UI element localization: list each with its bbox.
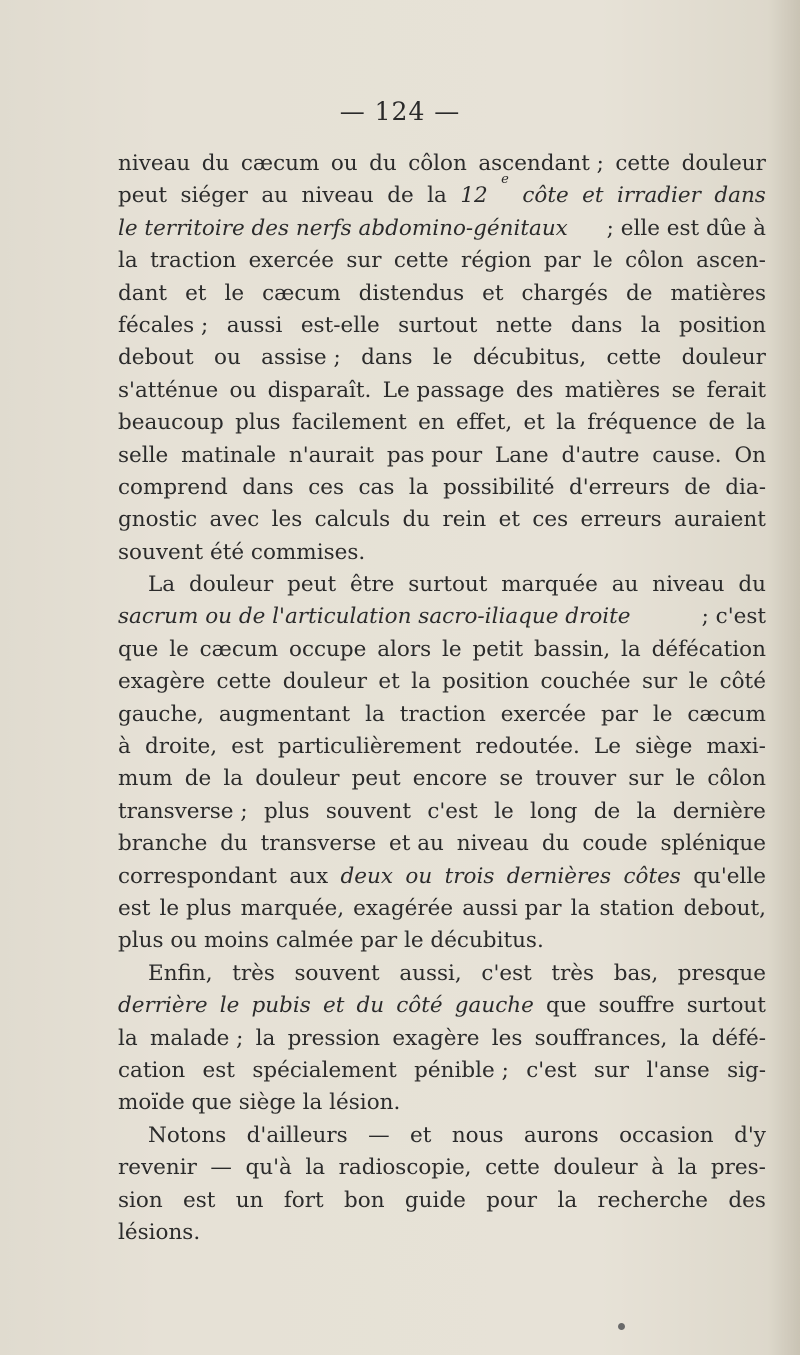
text-segment: le [688,669,709,695]
text-segment: douleur [255,766,340,792]
text-segment: douleur [282,669,367,695]
text-segment: bon [344,1187,385,1213]
italic-text: pubis [251,993,311,1019]
text-line [118,990,766,1022]
text-segment: surtout [686,993,766,1019]
text-segment: debout [118,345,194,371]
text-segment: le [442,636,462,662]
text-segment: d'erreurs [568,474,670,500]
text-line [118,213,766,245]
text-line [118,828,766,860]
text-line [118,245,766,277]
text-line [118,1217,766,1249]
text-segment: aussi par [462,895,562,921]
text-segment: l'anse [646,1057,710,1083]
text-segment: traction [399,701,486,727]
text-segment: par [601,701,638,727]
text-line [118,893,766,925]
text-segment: de [184,766,212,792]
text-segment: calculs [314,507,391,533]
text-segment: se [671,377,696,403]
text-line [118,958,766,990]
text-segment: et [378,669,400,695]
text-segment: s'atténue [118,377,219,403]
text-segment: du [738,572,766,598]
text-segment: la [118,1025,138,1051]
text-segment: siège [635,734,693,760]
text-segment: bassin, [533,636,611,662]
text-segment: la [255,1025,276,1051]
text-segment: la [118,248,138,274]
text-line [118,537,766,569]
text-segment: mum [118,766,173,792]
italic-text: ou [405,863,433,889]
text-segment: souvent [325,798,412,824]
text-segment: disparaît. [267,377,372,403]
italic-text: gauche [454,993,534,1019]
italic-text: côtes [623,863,681,889]
text-segment: région [461,248,532,274]
text-segment: se [499,766,524,792]
text-segment: plus [235,410,281,436]
text-segment: trouver [535,766,617,792]
text-segment: transverse ; [118,798,248,824]
text-segment: au [261,183,288,209]
text-segment: les [491,1025,523,1051]
text-segment: dant [118,280,168,306]
text-segment: la [621,636,641,662]
text-segment: ascen- [696,248,766,274]
text-segment: est [202,1057,235,1083]
text-segment: ; elle est dûe à [599,215,766,241]
text-segment: niveau [301,183,374,209]
text-segment: du [541,831,570,857]
text-line [118,342,766,374]
text-segment: La [148,572,176,598]
text-segment: avec [209,507,260,533]
text-segment: cæcum [687,701,766,727]
text-segment: niveau [118,151,191,176]
text-line [118,1185,766,1217]
text-line [118,1055,766,1087]
text-segment: Notons [148,1122,227,1148]
text-segment: la [411,669,431,695]
text-segment: ascendant ; [478,151,604,176]
text-segment: auraient [674,507,766,533]
text-segment: aussi, [399,960,462,986]
text-segment: assise ; [261,345,341,371]
text-segment: douleur [553,1155,638,1181]
text-segment: la [636,798,657,824]
italic-text: le [219,993,240,1019]
text-segment: n'aurait [288,442,374,468]
text-segment: des [728,1187,766,1213]
text-segment: chargés [521,280,609,306]
text-segment: à [651,1155,665,1181]
text-segment: sur [593,1057,630,1083]
text-segment: bas, [613,960,659,986]
text-segment: dans [361,345,413,371]
text-segment: comprend [118,474,228,500]
text-segment: nous [451,1122,504,1148]
text-segment: côlon [707,766,766,792]
text-segment: distendus [358,280,465,306]
text-segment: défécation [651,636,766,662]
text-segment: sion [118,1187,163,1213]
italic-text: dernières [506,863,612,889]
text-line [118,634,766,666]
text-segment: cette [485,1155,540,1181]
text-segment: pénible ; [414,1057,509,1083]
text-segment: revenir [118,1155,197,1181]
italic-text: côte [522,183,569,209]
text-segment: facilement [291,410,407,436]
text-segment: au [611,572,639,598]
text-segment: pas pour [386,442,483,468]
text-segment: par [543,248,581,274]
text-segment: siéger [180,183,248,209]
text-segment: pres- [710,1155,766,1181]
text-line [118,375,766,407]
text-segment: matières [564,377,661,403]
text-segment: qu'à [245,1155,292,1181]
text-segment: de [626,280,653,306]
text-segment: la [557,1187,578,1213]
text-segment: douleur [681,151,766,176]
text-segment: surtout [398,312,478,338]
text-segment: peut [287,572,337,598]
text-segment: souvent [294,960,380,986]
text-segment: dans [242,474,294,500]
text-segment: lésions. [118,1219,201,1245]
text-segment: correspondant [118,863,277,889]
text-segment: matinale [181,442,277,468]
text-segment: occasion [619,1122,714,1148]
text-segment: que [545,993,587,1019]
text-segment: peut [118,183,167,209]
text-segment: être [349,572,395,598]
text-segment: augmentant [218,701,351,727]
text-line [118,731,766,763]
text-segment: très [551,960,595,986]
text-line [118,440,766,472]
text-segment: traction [150,248,237,274]
text-line [118,569,766,601]
text-segment: ou [229,377,257,403]
text-segment: nette [495,312,553,338]
text-segment: marquée [501,572,598,598]
text-segment: est [231,734,264,760]
text-segment: position [442,669,530,695]
text-segment: transverse [260,831,377,857]
text-segment: splénique [660,831,766,857]
text-segment: très [232,960,275,986]
text-segment: la [305,1155,326,1181]
text-segment: marquée, [240,895,345,921]
text-segment: la [677,1155,698,1181]
text-segment: la [408,474,429,500]
text-segment: c'est [526,1057,577,1083]
italic-text: le territoire des nerfs abdomino-génitaux [118,215,568,241]
text-segment: souffre [598,993,675,1019]
text-segment: Lane [494,442,549,468]
text-segment: est-elle [300,312,380,338]
text-segment: droite, [145,734,218,760]
text-segment: effet, [456,410,513,436]
text-segment: ; c'est [694,604,766,630]
text-segment: la [365,701,385,727]
text-line [118,172,766,212]
text-line [118,472,766,504]
text-segment: occupe [289,636,367,662]
text-segment: les [271,507,303,533]
text-segment: le [224,280,245,306]
text-segment: ferait [706,377,766,403]
text-segment: d'autre [561,442,640,468]
text-segment: le plus [159,895,232,921]
text-segment: la [570,895,591,921]
italic-text: derrière [118,993,208,1019]
text-segment: fécales ; [118,312,209,338]
page-number: — 124 — [339,97,461,126]
text-segment: le [494,798,514,824]
text-segment: beaucoup [118,410,224,436]
text-segment: possibilité [443,474,555,500]
text-segment: est [118,895,151,921]
italic-text: côté [396,993,443,1019]
text-segment: plus ou moins calmée par le décubitus. [118,928,544,954]
text-segment: guide [404,1187,466,1213]
text-segment: ces [532,507,569,533]
text-segment: niveau [456,831,529,857]
text-segment: pression [287,1025,381,1051]
text-segment: selle [118,442,169,468]
text-segment: d'ailleurs [246,1122,348,1148]
text-segment: cation [118,1057,186,1083]
text-segment: pour [486,1187,538,1213]
italic-text: trois [444,863,495,889]
text-segment: du [369,151,397,176]
text-line [118,763,766,795]
text-segment: gnostic [118,507,198,533]
text-segment: côlon [408,151,467,176]
text-segment: côté [719,669,766,695]
text-segment: surtout [408,572,488,598]
text-segment: Enfin, [148,960,213,986]
text-segment: côlon [625,248,684,274]
text-segment: radioscopie, [338,1155,472,1181]
text-segment: et [185,280,207,306]
text-segment: exagérée [353,895,454,921]
text-segment: sur [346,248,382,274]
text-segment: sig- [727,1057,766,1083]
text-segment: presque [677,960,766,986]
text-segment: maxi- [706,734,766,760]
text-segment: exagère [392,1025,480,1051]
text-segment: le [432,345,453,371]
text-segment: cause. [652,442,722,468]
text-segment: cæcum [262,280,341,306]
text-segment: encore [412,766,488,792]
text-segment: aux [289,863,329,889]
text-segment: branche [118,831,208,857]
text-segment: et [498,507,520,533]
text-segment: la [223,766,244,792]
text-segment: plus [263,798,310,824]
text-segment: couchée [540,669,631,695]
text-segment: Le passage [382,377,505,403]
text-segment: cæcum [240,151,320,176]
text-segment: long [530,798,578,824]
italic-text: deux [340,863,393,889]
text-segment: douleur [188,572,274,598]
text-segment: matières [670,280,766,306]
text-segment: petit [472,636,524,662]
text-segment: en [418,410,445,436]
text-segment: et [482,280,504,306]
text-segment: particulièrement [277,734,462,760]
text-segment: cette [216,669,272,695]
text-segment: des [515,377,554,403]
text-segment: ou [214,345,241,371]
text-line [118,148,766,180]
text-segment: alors [377,636,432,662]
text-segment: — [210,1155,232,1181]
text-segment: un [235,1187,264,1213]
text-segment: sur [628,766,664,792]
text-segment: de [708,410,735,436]
text-line [118,666,766,698]
text-line [118,1023,766,1055]
text-line [118,1087,766,1119]
superscript: e [501,172,509,188]
text-segment: et au [389,831,444,857]
text-segment: la [640,312,661,338]
text-segment: est [183,1187,216,1213]
text-segment: coude [582,831,648,857]
italic-text: et [322,993,345,1019]
text-segment: peut [351,766,401,792]
ink-spot [618,1323,625,1330]
text-segment: dernière [672,798,766,824]
text-segment: malade ; [149,1025,244,1051]
text-line [118,1120,766,1152]
text-segment: le [593,248,613,274]
text-segment: fort [283,1187,324,1213]
text-segment: la [746,410,766,436]
italic-text: 12 [460,183,488,209]
text-line [118,796,766,828]
text-segment: décubitus, [472,345,587,371]
text-segment: cette [615,151,671,176]
text-segment: debout, [683,895,766,921]
text-segment: station [599,895,675,921]
text-segment: aussi [226,312,283,338]
text-segment: sur [642,669,678,695]
text-segment: niveau [652,572,725,598]
text-segment: position [679,312,766,338]
text-segment: fréquence [587,410,698,436]
text-segment: d'y [734,1122,766,1148]
text-segment: ou [330,151,358,176]
text-line [118,504,766,536]
text-segment: cette [606,345,662,371]
text-segment: la [427,183,447,209]
text-segment: spécialement [252,1057,397,1083]
text-segment: On [734,442,766,468]
text-segment: le [169,636,189,662]
text-segment: exercée [248,248,334,274]
text-segment: que [118,636,159,662]
text-segment: recherche [597,1187,708,1213]
text-segment: cette [393,248,449,274]
text-segment: du [201,151,230,176]
text-segment: le [652,701,673,727]
text-segment: du [402,507,431,533]
text-segment: qu'elle [693,863,766,889]
text-line [118,1152,766,1184]
text-segment: Le [593,734,621,760]
text-segment: de [387,183,414,209]
text-segment: erreurs [580,507,662,533]
text-segment: exagère [118,669,206,695]
text-line [118,861,766,893]
italic-text: du [356,993,385,1019]
text-line [118,925,766,957]
text-line [118,407,766,439]
text-line [118,278,766,310]
text-segment: c'est [427,798,478,824]
text-segment: dia- [725,474,766,500]
italic-text: dans [714,183,766,209]
text-segment: gauche, [118,701,204,727]
body-text [118,148,766,1249]
text-segment: moïde que siège la lésion. [118,1090,401,1116]
text-segment: la [556,410,576,436]
text-segment: redoutée. [475,734,580,760]
text-segment: la [679,1025,700,1051]
text-segment: ces [308,474,344,500]
text-line [118,699,766,731]
text-segment: exercée [500,701,587,727]
italic-text: et [582,183,604,209]
text-segment: souvent été commises. [118,539,366,565]
text-line [118,310,766,342]
text-segment: du [220,831,248,857]
text-segment: c'est [481,960,532,986]
text-segment: — [368,1122,390,1148]
text-line [118,601,766,633]
text-segment: rein [442,507,487,533]
text-segment: aurons [523,1122,599,1148]
text-segment: de [593,798,621,824]
text-segment: cæcum [199,636,279,662]
text-segment: à [118,734,131,760]
text-segment: dans [570,312,623,338]
italic-text: irradier [617,183,701,209]
text-segment: cas [358,474,395,500]
text-segment: et [410,1122,432,1148]
text-segment: et [523,410,545,436]
text-segment: le [675,766,696,792]
text-segment: de [684,474,711,500]
text-segment: défé- [711,1025,766,1051]
italic-text: sacrum ou de l'articulation sacro-iliaque droite [118,604,631,630]
text-segment: douleur [681,345,766,371]
text-segment: souffrances, [534,1025,668,1051]
